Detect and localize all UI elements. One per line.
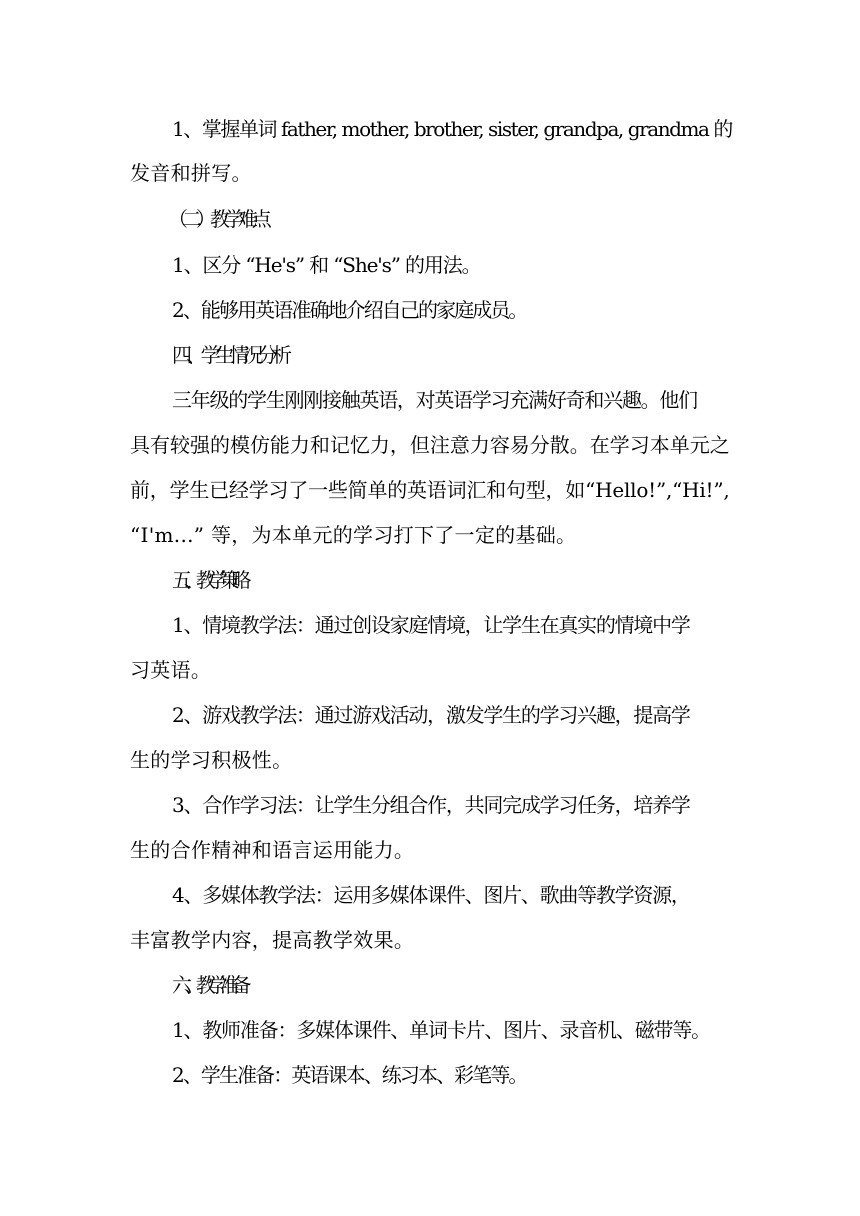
section-heading-student-analysis: 四、学生情况分析 (172, 343, 287, 367)
section-heading-teaching-difficulties: （二）教学难点 (168, 207, 266, 231)
strategy-item-2-line-1: 2、游戏教学法：通过游戏活动，激发学生的学习兴趣，提高学 (172, 703, 690, 727)
student-analysis-line-4: “I'm...” 等，为本单元的学习打下了一定的基础。 (130, 523, 577, 547)
strategy-item-3-line-2: 生的合作精神和语言运用能力。 (130, 838, 415, 862)
strategy-item-4-line-1: 4、多媒体教学法：运用多媒体课件、图片、歌曲等教学资源， (172, 883, 690, 907)
strategy-item-2-line-2: 生的学习积极性。 (130, 748, 293, 772)
student-analysis-line-3: 前，学生已经学习了一些简单的英语词汇和句型，如“Hello!”,“Hi!”, (130, 478, 730, 502)
difficulty-item-2: 2、能够用英语准确地介绍自己的家庭成员。 (172, 298, 527, 322)
student-analysis-line-2: 具有较强的模仿能力和记忆力，但注意力容易分散。在学习本单元之 (130, 433, 730, 457)
student-analysis-line-1: 三年级的学生刚刚接触英语，对英语学习充满好奇和兴趣。他们 (172, 388, 697, 412)
strategy-item-1-line-2: 习英语。 (130, 658, 212, 682)
strategy-item-4-line-2: 丰富教学内容，提高教学效果。 (130, 928, 415, 952)
objective-item-1-line-1: 1、掌握单词 father, mother, brother, sister, grandpa, grandma 的 (172, 117, 732, 141)
section-heading-teaching-preparation: 六、教学准备 (172, 973, 244, 997)
objective-item-1-line-2: 发音和拼写。 (130, 161, 252, 185)
strategy-item-3-line-1: 3、合作学习法：让学生分组合作，共同完成学习任务，培养学 (172, 793, 690, 817)
strategy-item-1-line-1: 1、情境教学法：通过创设家庭情境，让学生在真实的情境中学 (172, 613, 690, 637)
difficulty-item-1: 1、区分 “He's” 和 “She's” 的用法。 (172, 253, 481, 277)
preparation-item-1: 1、教师准备：多媒体课件、单词卡片、图片、录音机、磁带等。 (172, 1018, 710, 1042)
section-heading-teaching-strategies: 五、教学策略 (172, 568, 244, 592)
preparation-item-2: 2、学生准备：英语课本、练习本、彩笔等。 (172, 1063, 527, 1087)
